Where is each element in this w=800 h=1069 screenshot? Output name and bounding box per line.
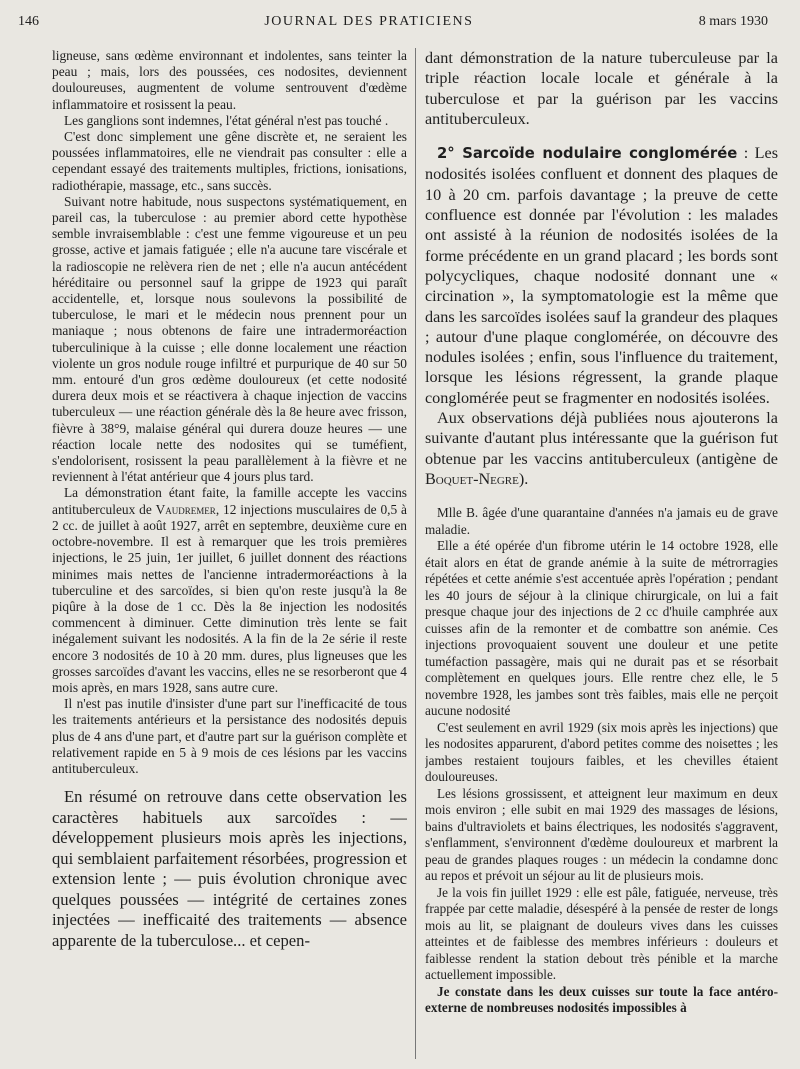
paragraph: Les ganglions sont indemnes, l'état général n'est pas touché . bbox=[64, 112, 389, 128]
paragraph: ligneuse, sans œdème environnant et indolentes, sans teinter la peau ; mais, lors des poussées, ces nodosites, deviennent douloureuses, augmentent de volume sentrouvent d'œdème inflammatoire et rosissent la peau. bbox=[52, 48, 407, 112]
author-name: Vaudremer bbox=[155, 501, 216, 517]
section-paragraph bbox=[425, 143, 778, 408]
page-header bbox=[18, 14, 768, 38]
paragraph-text: , 12 injections musculaires de 0,5 à 2 cc. de juillet à août 1927, arrêt en septembre, deuxième cure en octobre-novembre. Il est à remarquer que les trois premières injections, le 25 juin, 1er juillet, 6 juillet donnent des réactions minimes mais nettes de l'ancienne intradermoréactions à la tuberculine et des sarcoïdes, si bien qu'on reste jusqu'à la 8e piqûre à la dose de 1 cc. Dès la 8e injection les nodosités commencent à diminuer. Cette diminution très lente se fait inégalement suivant les nodosités. A la fin de la 2e série il reste encore 3 nodosités de 10 à 20 mm. dures, plus ligneuses que les grosses sarcoïdes d'avant les vaccins, elles ne se resorberont que 4 mois après, en mars 1928, sans autre cure. bbox=[52, 501, 407, 695]
case-paragraph: C'est seulement en avril 1929 (six mois après les injections) que les nodosites apparurent, d'abord petites comme des noisettes ; les jambes restaient toujours faibles, et les chevilles étaient douloureuses. bbox=[425, 719, 778, 785]
paragraph-text: Aux observations déjà publiées nous ajouterons la suivante d'autant plus intéressante que la guérison fut obtenue par les vaccins antituberculeux (antigène de bbox=[425, 409, 778, 468]
paragraph bbox=[52, 485, 407, 696]
journal-title: JOURNAL DES PRATICIENS bbox=[264, 14, 474, 29]
issue-date: 8 mars 1930 bbox=[698, 14, 768, 29]
section-title: 2° Sarcoïde nodulaire conglomérée bbox=[437, 145, 738, 163]
paragraph: Suivant notre habitude, nous suspectons systématiquement, en pareil cas, la tuberculose : au premier abord cette hypothèse semble invraisemblable : c'est une femme vigoureuse et un peu grosse, active et jamais fatiguée ; elle n'a aucune tare viscérale et la radioscopie ne relèvera rien de net ; elle n'a aucun antécédent héréditaire ou personnel sauf la grippe de 1923 qui paraît accidentelle, et, lorsque nous soulevons la possibilité de tuberculose, le mari et le médecin nous prennent pour un maniaque ; nous obtenons de faire une intradermoréaction tuberculinique à la cuisse ; elle donne localement une réaction violente un gros nodule rouge infiltré et purpurique de 40 sur 50 mm. entouré d'un gros œdème douloureux (et cette nodosité durera deux mois et se réactivera à chaque injection de vaccins tuberculeux — une réaction générale dès la 8e heure avec frisson, fièvre à 38°9, malaise général qui durera douze heures — une réaction locale nette des nodosites qui se tuméfient, s'endolorisent, rosissent la peau parallèlement à la fièvre et ne reviennent à l'état antérieur que 4 jours plus tard. bbox=[52, 193, 407, 485]
case-paragraph: Mlle B. âgée d'une quarantaine d'années n'a jamais eu de grave maladie. bbox=[425, 505, 778, 537]
author-name: Boquet-Negre bbox=[425, 469, 519, 488]
column-divider bbox=[415, 48, 416, 1059]
case-paragraph: Je la vois fin juillet 1929 : elle est pâle, fatiguée, nerveuse, très frappée par cette maladie, désespéré à la pensée de rester de longs mois au lit, se plaignant de douleurs vives dans les cuisses atteintes et de faiblesse des membres inférieurs : douleurs et faiblesse rendent la station debout très pénible et la marche actuellement impossible. bbox=[425, 884, 778, 983]
case-paragraph: Je constate dans les deux cuisses sur toute la face antéro-externe de nombreuses nodosités impossibles à bbox=[425, 983, 778, 1016]
page-number: 146 bbox=[18, 14, 39, 29]
paragraph: dant démonstration de la nature tuberculeuse par la triple réaction locale locale et générale à la tuberculose et par la guérison par les vaccins antituberculeux. bbox=[425, 49, 778, 128]
summary-paragraph: En résumé on retrouve dans cette observation les caractères habituels aux sarcoïdes : — développement plusieurs mois après les injections, qui semblaient parfaitement résorbées, progression et extension lente ; — puis évolution chronique avec quelques poussées — intégrité de certaines zones injectées — inefficaité des traitements — absence apparente de la tuberculose... et cepen- bbox=[52, 787, 407, 950]
left-column bbox=[52, 48, 407, 1063]
paragraph: Il n'est pas inutile d'insister d'une part sur l'inefficacité de tous les traitements antérieurs et la persistance des nodosités depuis plus de 4 ans d'une part, et d'autre part sur la guérison complète et relativement rapide en 5 à 9 mois de ces lésions par les vaccins antituberculeux. bbox=[52, 696, 407, 776]
paragraph bbox=[425, 408, 778, 489]
paragraph-text: ). bbox=[518, 469, 529, 488]
case-paragraph: Les lésions grossissent, et atteignent leur maximum en deux mois environ ; elle subit en mai 1929 des massages de lésions, bains d'ultraviolets et bains électriques, les nodosités s'aggravent, s'enflamment, s'environnent d'œdème douloureux et marbrent la peau de grandes plaques rouges : un médecin la condamne donc au repos et prévoit un séjour au lit de plusieurs mois. bbox=[425, 785, 778, 884]
case-paragraph: Elle a été opérée d'un fibrome utérin le 14 octobre 1928, elle était alors en état de grande anémie à la suite de métrorragies répétées et cette anémie s'est accentuée après l'opération ; pendant les 40 jours de séjour à la clinique chirurgicale, on lui a fait presque chaque jour des injections de 2 cc d'huile camphrée aux cuisses afin de la remonter et de combattre son anémie. Ces injections provoquaient souvent une douleur et une petite tuméfaction passagère, mais qui ne durait pas et se résorbait complètement en quelques jours. Elle rentre chez elle, le 5 novembre 1928, les jambes sont très faibles, mais elle ne perçoit aucune nodosité bbox=[425, 538, 778, 719]
paragraph-text: La démonstration étant faite, la famille accepte les vaccins antituberculeux de bbox=[52, 485, 407, 517]
right-column bbox=[425, 48, 778, 1063]
paragraph: C'est donc simplement une gêne discrète et, ne seraient les poussées inflammatoires, elle ne viendrait pas consulter : elle a cependant essayé des traitements multiples, frictions, ionisations, radiothérapie, massage, etc., sans succès. bbox=[52, 129, 407, 193]
section-body: : Les nodosités isolées confluent et donnent des plaques de 10 à 20 cm. parfois davantage ; la preuve de cette confluence est donnée par l'évolution : les malades ont assisté à la réunion de nodosités isolées de la forme précédente en un grand placard ; les bords sont polycycliques, chaque nodosité donnant une « circination », la symptomatologie est la même que dans les sarcoïdes isolées sauf la grandeur des plaques ; autour d'une plaque conglomérée, on découvre des nodules isolées ; enfin, sous l'influence du traitement, lorsque les lésions régressent, la grande plaque conglomérée peut se fragmenter en nodosités isolées. bbox=[425, 144, 778, 407]
